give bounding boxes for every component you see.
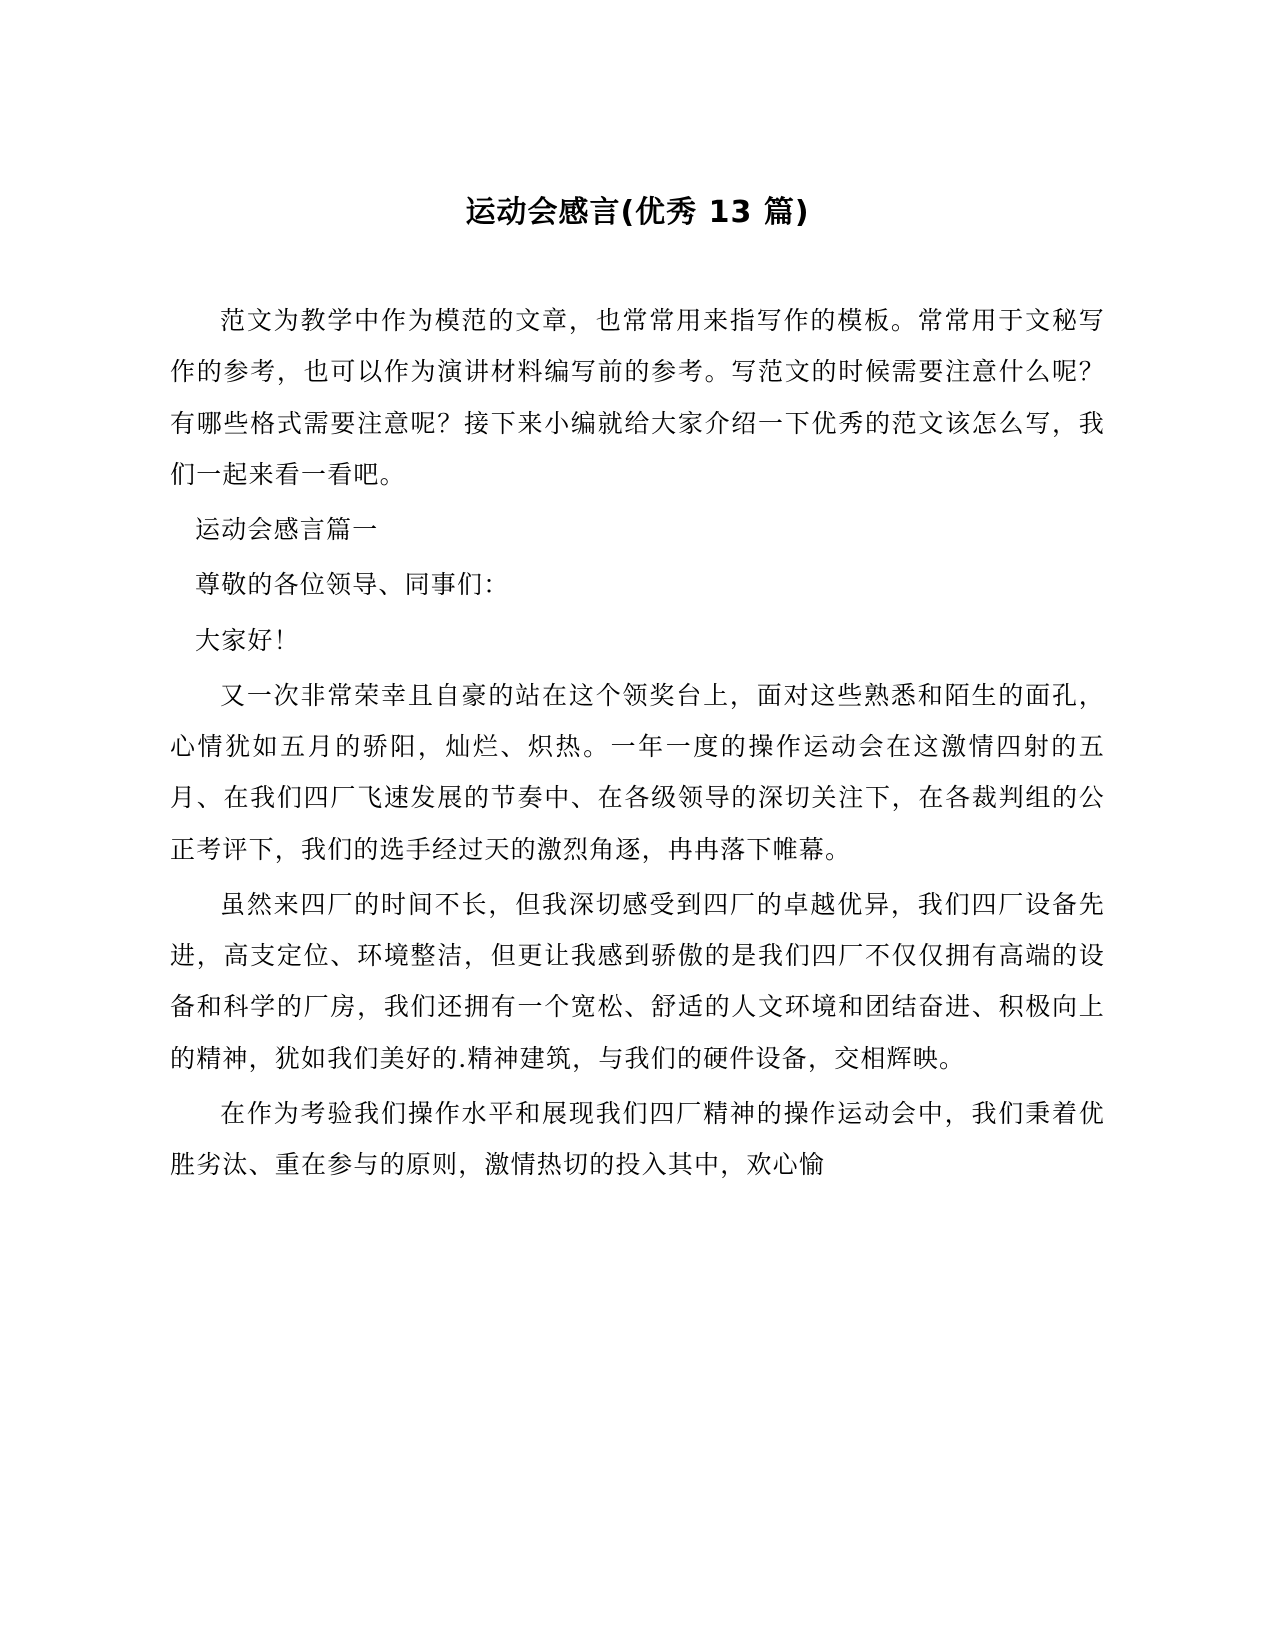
- paragraph-salutation: 尊敬的各位领导、同事们：: [195, 570, 510, 600]
- paragraph-body-3: 在作为考验我们操作水平和展现我们四厂精神的操作运动会中，我们秉着优胜劣汰、重在参与的原则，激情热切的投入其中，欢心愉: [170, 1098, 1105, 1179]
- paragraph-body-2: 虽然来四厂的时间不长，但我深切感受到四厂的卓越优异，我们四厂设备先进，高支定位、环境整洁，但更让我感到骄傲的是我们四厂不仅仅拥有高端的设备和科学的厂房，我们还拥有一个宽松、舒适的人文环境和团结奋进、积极向上的精神，犹如我们美好的.精神建筑，与我们的硬件设备，交相辉映。: [170, 889, 1105, 1073]
- paragraph-greeting: 大家好！: [195, 625, 300, 655]
- paragraph-body-1: 又一次非常荣幸且自豪的站在这个领奖台上，面对这些熟悉和陌生的面孔，心情犹如五月的骄阳，灿烂、炽热。一年一度的操作运动会在这激情四射的五月、在我们四厂飞速发展的节奏中、在各级领导的深切关注下，在各裁判组的公正考评下，我们的选手经过天的激烈角逐，冉冉落下帷幕。: [170, 680, 1105, 864]
- section-heading: 运动会感言篇一: [195, 515, 379, 544]
- page-title: 运动会感言(优秀 13 篇): [465, 195, 810, 230]
- paragraph-intro: 范文为教学中作为模范的文章，也常常用来指写作的模板。常常用于文秘写作的参考，也可以作为演讲材料编写前的参考。写范文的时候需要注意什么呢？有哪些格式需要注意呢？接下来小编就给大家介绍一下优秀的范文该怎么写，我们一起来看一看吧。: [170, 306, 1105, 489]
